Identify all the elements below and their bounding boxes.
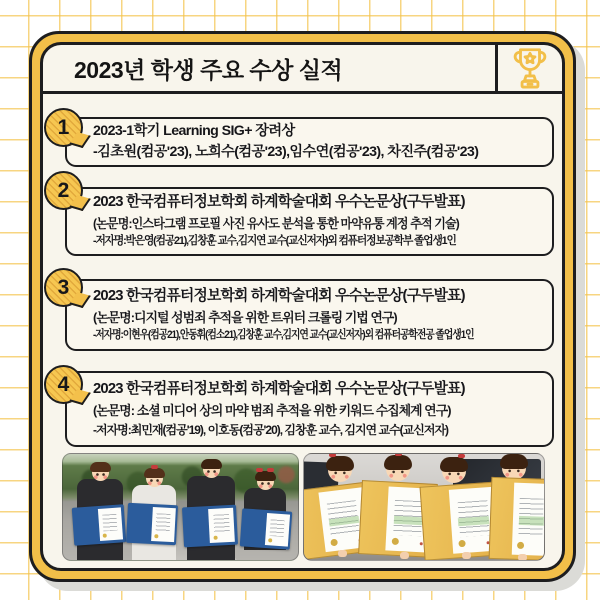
student-figure: [442, 459, 466, 483]
hand: [462, 552, 471, 559]
award-number: 1: [57, 115, 70, 139]
certificate: [97, 507, 123, 541]
award-title: 2023 한국컴퓨터정보학회 하계학술대회 우수논문상(구두발표): [93, 194, 465, 211]
certificate-folder: [182, 505, 238, 548]
cartoon-face: [92, 464, 109, 481]
photo-outdoor-ceremony: [62, 453, 299, 561]
certificate-folder: [126, 503, 178, 546]
hand: [518, 554, 527, 561]
cartoon-face: [257, 473, 274, 490]
award-number: 4: [57, 372, 70, 396]
award-number-badge: [44, 108, 83, 147]
student-figure: [386, 457, 410, 481]
award-number: 2: [57, 178, 70, 202]
award-card-inner: [40, 42, 565, 571]
award-number-badge: [44, 171, 83, 210]
award-paper-title: (논문명:인스타그램 프로필 사진 유사도 분석을 통한 마약유통 계정 추적 기술): [93, 216, 459, 232]
page-title: 2023년 학생 주요 수상 실적: [74, 56, 343, 83]
certificate: [151, 507, 176, 543]
award-paper-title: (논문명: 소셜 미디어 상의 마약 범죄 추적을 위한 키워드 수집체계 연구): [93, 403, 451, 419]
award-authors: -저자명:박은영(컴공21),김창훈 교수,김지연 교수(교신저자)외 컴퓨터정보공학부 졸업생1인: [93, 235, 456, 248]
hand: [400, 552, 409, 559]
award-authors: -저자명:이현우(컴공21),안동휘(컴소21),김창훈 교수,김지연 교수(교신저자)외 컴퓨터공학전공 졸업생1인: [93, 328, 474, 341]
hand: [338, 550, 347, 557]
cartoon-face: [442, 459, 466, 483]
cartoon-face: [328, 458, 352, 482]
certificate-folder: [72, 504, 127, 546]
trophy-icon: [509, 45, 551, 91]
certificate: [264, 513, 289, 547]
photo-indoor-ceremony: [303, 453, 545, 561]
certificate: [512, 483, 545, 556]
hair-bow: [329, 453, 336, 457]
student-figure: [328, 458, 352, 482]
award-number-badge: [44, 268, 83, 307]
award-title: 2023-1학기 Learning SIG+ 장려상: [93, 122, 295, 139]
trophy-cell: [495, 45, 562, 91]
certificate-folder: [240, 508, 293, 549]
hair-bow: [267, 468, 274, 472]
header: [43, 45, 562, 94]
cartoon-face: [146, 470, 163, 487]
certificate: [209, 508, 236, 544]
awards-list: [43, 94, 562, 568]
award-item-1: [65, 117, 554, 167]
award-item-2: [65, 187, 554, 256]
cartoon-face: [203, 461, 220, 478]
award-item-3: [65, 279, 554, 351]
award-title: 2023 한국컴퓨터정보학회 하계학술대회 우수논문상(구두발표): [93, 287, 465, 304]
award-title: 2023 한국컴퓨터정보학회 하계학술대회 우수논문상(구두발표): [93, 381, 465, 398]
cartoon-face: [386, 457, 410, 481]
award-card: [29, 31, 576, 582]
award-paper-title: (논문명:디지털 성범죄 추적을 위한 트위터 크롤링 기법 연구): [93, 309, 397, 325]
award-authors: -김초원(컴공'23), 노희수(컴공'23),임수연(컴공'23), 차진주(컴공'23): [93, 144, 479, 160]
hair-bow: [458, 454, 465, 458]
hair-bow: [256, 468, 263, 472]
award-number-badge: [44, 365, 83, 404]
hair-bow: [151, 465, 158, 469]
certificate-folder: [489, 477, 545, 561]
award-item-4: [65, 371, 554, 447]
hair-bow: [395, 453, 402, 456]
award-authors: -저자명:최민재(컴공'19), 이호동(컴공'20), 김창훈 교수, 김지연 교수(교신저자): [93, 422, 449, 437]
award-number: 3: [57, 275, 70, 299]
